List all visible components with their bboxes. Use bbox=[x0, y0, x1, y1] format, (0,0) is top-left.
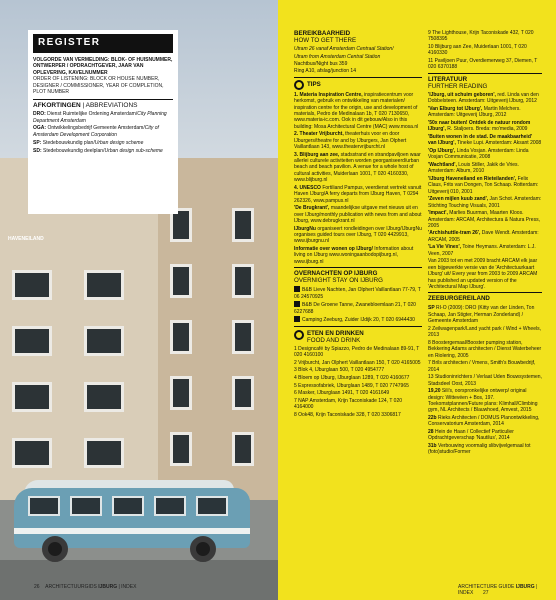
eat-item: 4 Bloem op IJburg, IJburglaan 1289, T 020 4160677 bbox=[294, 375, 410, 382]
divider bbox=[428, 292, 542, 293]
reach-subtitle: HOW TO GET THERE bbox=[294, 37, 357, 45]
eat-item: 9 The Lighthouse, Krijn Taconiskade 432, T 020 7508395 bbox=[428, 30, 534, 43]
zeeburg-item: 28 Hein de Haan / Collectief Particulier Opdrachtgeverschap 'Nautilus', 2014 bbox=[428, 428, 514, 442]
window bbox=[232, 320, 254, 354]
literature-item: 'Van Elburg tot IJburg', Martin Melchers. Amsterdam: Uitgeverij IJburg, 2012 bbox=[428, 105, 521, 119]
column-1 bbox=[294, 30, 422, 419]
stay-subtitle: OVERNIGHT STAY ON IJBURG bbox=[294, 277, 383, 285]
van-wheel bbox=[42, 536, 68, 562]
reach-line: Ring A10, afslag/junction 14 bbox=[294, 68, 356, 75]
eat-item: 3 Blok 4, IJburglaan 500, T 020 4954777 bbox=[294, 367, 385, 374]
zeeburg-item: 2 Zeilwagenpark/Land yacht park / Wind + Wheels, 2013 bbox=[428, 325, 541, 339]
window bbox=[12, 326, 52, 356]
zeeburg-title: ZEEBURGEREILAND bbox=[428, 295, 490, 303]
literature-item: 'Zeven mijlen kuub zand', Jan Schot. Amsterdam: Stichting Touching Visuals, 2001 bbox=[428, 196, 542, 209]
bed-icon bbox=[294, 301, 300, 307]
zeeburg-item: 22b Rieks Architecten / DOMUS Planontwikkeling, Conservatorium Amsterdam, 2014 bbox=[428, 414, 540, 428]
stay-item: Camping Zeeburg, Zuider IJdijk 20, T 020 6944430 bbox=[294, 316, 422, 323]
eat-item: 1 Designcafé by Spiazzo, Pedro de Medinalaan 89-91, T 020 4160100 bbox=[294, 345, 420, 359]
abbreviation-item: SP: Stedebouwkundig plan/Urban design scheme bbox=[33, 139, 144, 146]
register-box bbox=[28, 30, 178, 214]
van-wheel bbox=[190, 536, 216, 562]
literature-item: 'Op IJburg', Linda Vosjan. Amsterdam: Linda Vosjan Communicatie, 2008 bbox=[428, 147, 529, 161]
van-window bbox=[70, 496, 102, 516]
literature-subtitle: FURTHER READING bbox=[428, 82, 488, 90]
divider bbox=[294, 326, 422, 327]
zeeburg-item: 13 Studioninrichters / Verlaat Uden Bouwsystemen, Stadsdeel Oost, 2013 bbox=[428, 374, 542, 387]
eat-item: 8 Ook48, Krijn Taconiskade 328, T 020 3306817 bbox=[294, 411, 401, 418]
road bbox=[0, 560, 278, 600]
eat-item: 6 Masker, IJburglaan 1491, T 020 4161649 bbox=[294, 390, 390, 397]
footer-sep: | INDEX bbox=[117, 584, 137, 590]
column-2 bbox=[428, 30, 542, 457]
order-heading: VOLGORDE VAN VERMELDING: BLOK- OF HUISNUMMER, ONTWERPER / OPDRACHTGEVER, JAAR VAN OPLEVERING, KAVELNUMMER bbox=[33, 56, 173, 76]
literature-item: 'Archishuttle-tram 26', Dave Wendt. Amsterdam: ARCAM, 2005 bbox=[428, 230, 539, 243]
eat-heading: ETEN EN DRINKEN FOOD AND DRINK bbox=[294, 330, 422, 344]
window bbox=[84, 382, 124, 412]
abbreviations-title: AFKORTINGEN | ABBREVIATIONS bbox=[33, 101, 138, 109]
tips-icon bbox=[294, 80, 304, 90]
tip-item: IJburgNu organiseert rondleidingen over IJburg/IJburgNu organises guided tours over IJburg, T 020 4429913, www.ijburgnu.nl bbox=[294, 225, 422, 245]
zeeburg-item: 7 Brils architecten / Vmens, Smith's Bouwbedrijf, 2014 bbox=[428, 360, 536, 373]
eat-item: 5 Espressofabriek, IJburglaan 1489, T 020 7747965 bbox=[294, 382, 409, 389]
footer-text: ARCHITECTURE GUIDE bbox=[458, 584, 516, 590]
photo-label: HAVENEILAND bbox=[8, 236, 44, 242]
zeeburg-item: 8 Boostergemaal/Booster pumping station, Bekkering Adams architecten / Dienst Waterbeheer en Riolering, 2005 bbox=[428, 339, 542, 359]
register-title: REGISTER bbox=[33, 34, 173, 53]
divider bbox=[294, 77, 422, 78]
tip-item: 2. Theater Vrijburcht, theaterhuis voor en door IJburgers/theatre for and by IJburgers, Jan Olphert Vaillantlaan 143, www.theatervrijburcht.nl bbox=[294, 131, 407, 151]
tips-heading: TIPS bbox=[294, 80, 422, 90]
window bbox=[232, 376, 254, 410]
literature-item: 'Impact', Marlies Buurman, Maarten Kloos. Amsterdam: ARCAM, Architectura & Natura Press, 2005 bbox=[428, 210, 540, 229]
window bbox=[84, 326, 124, 356]
tip-item: 3. Blijburg aan zee, stadsstrand en strandpaviljoen waar allerlei culturele activiteiten worden georganiseerd/urban beach and beach pavilion. A venue for a whole host of cultural activities, Muiderlaan 1001, T 020 4160330, www.blijburg.nl bbox=[294, 151, 421, 184]
page-number: 26 bbox=[34, 584, 40, 590]
tip-item: 'De Brugkrant', maandelijkse uitgave met nieuws uit en over IJburg/monthly publication with news from and about IJburg, www.debrugkrant.nl bbox=[294, 205, 422, 224]
stay-item: B&B Lieve Nachten, Jan Olphert Vaillantlaan 77-79, T 06 24570925 bbox=[294, 287, 421, 300]
window bbox=[84, 438, 124, 468]
zeeburg-item: SP RI-O (2009): DRO (Kitty van der Linden, Ton Schaap, Jan Stigter, Herman Zonderland) / Gemeente Amsterdam bbox=[428, 305, 535, 325]
cutlery-icon bbox=[294, 330, 304, 340]
zeeburg-item: 19,20 Sili's, oorspronkelijke ontwerp/ original design: Wittevéen + Bos, 197. Toekomstplannen/Future plans: Klimhall/Climbing gym, NL Architects / Blauwhoed, Amvest, 2015 bbox=[428, 388, 538, 414]
window bbox=[12, 382, 52, 412]
tip-item: 1. Materia Inspiration Centre, inspiratiecentrum voor herkomst, gebruik en ontwikkeling van materialen/ inspiration centre for the origin, use and development of materials, Pedro de Medinalaan 1b, T 020 7130650, www.materia-ic.com. Ook in dit gebouw/Also in this building: Mosa Architectural Centre (MAC) www.mosa.nl bbox=[294, 91, 419, 130]
stay-item: B&B De Groene Tanne, Zwanebloemlaan 21, T 020 6227688 bbox=[294, 302, 416, 315]
divider bbox=[294, 267, 422, 268]
van-stripe bbox=[14, 528, 250, 534]
reach-line: Utram from Amsterdam Central Station bbox=[294, 53, 381, 60]
literature-item: '50x naar buiten! Ontdek de natuur rondom IJburg', R. Staljoers. Breda: mo'media, 2009 bbox=[428, 119, 531, 133]
page-number: 27 bbox=[483, 590, 489, 597]
reach-title: BEREIKBAARHEID bbox=[294, 30, 351, 37]
abbreviation-item: DRO: Dienst Ruimtelijke Ordening Amsterdam/City Planning Department Amsterdam bbox=[33, 111, 167, 124]
van-photo bbox=[14, 478, 250, 564]
van-window bbox=[28, 496, 60, 516]
window bbox=[170, 376, 192, 410]
right-page bbox=[278, 0, 556, 600]
tip-item: Informatie over wonen op IJburg/ Information about living on IJburg www.woningaanbodopijburg.nl, www.ijburg.nl bbox=[294, 245, 414, 265]
window bbox=[170, 432, 192, 466]
van-window bbox=[196, 496, 228, 516]
reach-line: Nachtbus/Night bus 359 bbox=[294, 61, 348, 68]
literature-title: LITERATUUR bbox=[428, 75, 468, 83]
eat-item: 10 Blijburg aan Zee, Muiderlaan 1001, T 020 4160330 bbox=[428, 43, 527, 57]
literature-item: 'Buiten wonen in de stad. De maakbaarheid' van IJburg', Tineke Lupi. Amsterdam: Aksant 2008 bbox=[428, 133, 542, 147]
window bbox=[170, 264, 192, 298]
stay-title: OVERNACHTEN OP IJBURG bbox=[294, 270, 378, 278]
window bbox=[232, 432, 254, 466]
literature-item: 'IJburg Haveneiland en Rieteilanden', Felix Claus, Frits van Dongen, Ton Schaap. Rotterdam: Uitgeverij 010, 2001 bbox=[428, 175, 539, 195]
reach-line: Utram 26 vanaf Amsterdam Centraal Station/ bbox=[294, 46, 394, 53]
literature-item: 'Wachtland', Louis Stiller, Jakik de Vries. Amsterdam: Album, 2010 bbox=[428, 161, 519, 175]
divider bbox=[428, 73, 542, 74]
divider bbox=[33, 99, 173, 100]
abbreviation-item: SD: Stedebouwkundig deelplan/Urban design sub-scheme bbox=[33, 147, 163, 154]
order-subheading: ORDER OF LISTENING: BLOCK OR HOUSE NUMBER, DESIGNER / COMMISSIONER, YEAR OF COMPLETION, PLOT NUMBER bbox=[33, 76, 164, 96]
window bbox=[232, 264, 254, 298]
window bbox=[84, 270, 124, 300]
eat-item: 7 NAP Amsterdam, Krijn Taconiskade 124, T 020 4164000 bbox=[294, 397, 403, 411]
footer-left bbox=[34, 584, 136, 590]
tip-item: 4. UNESCO Fortiliand Pampus, veerdienst vertrekt vanuit Haven IJburg/A ferry departs from IJburg Haven, T 0294 262326, www.pampus.nl bbox=[294, 184, 422, 204]
footer-text: ARCHITECTUURGIDS bbox=[45, 584, 99, 590]
eat-item: 2 Vrijburcht, Jan Olphert Vaillantlaan 150, T 020 4165005 bbox=[294, 359, 421, 366]
footer-bold: IJBURG bbox=[515, 584, 535, 590]
tent-icon bbox=[294, 316, 300, 322]
bed-icon bbox=[294, 286, 300, 292]
footer-right bbox=[458, 584, 556, 597]
window bbox=[12, 438, 52, 468]
window bbox=[232, 208, 254, 242]
abbreviation-item: OGA: Ontwikkelingsbedrijf Gemeente Amsterdam/City of Amsterdam Development Corporation bbox=[33, 125, 159, 138]
zeeburg-item: 31b Verbouwing voormalig slibvijvelgemaal tot (foto)studio/Former bbox=[428, 442, 531, 456]
footer-bold: IJBURG bbox=[98, 584, 118, 590]
window bbox=[12, 270, 52, 300]
window bbox=[170, 320, 192, 354]
eat-item: 11 Paviljoen Puur, Overdiemerweg 37, Diemen, T 020 6370188 bbox=[428, 57, 538, 71]
van-window bbox=[154, 496, 186, 516]
literature-item: 'La Vie Vinex', Toine Heymans. Amsterdam: L.J. Veen, 2007 bbox=[428, 244, 536, 257]
literature-item: Van 2003 tot en met 2009 bracht ARCAM elk jaar een bijgewerkte versie van de 'Architectuurkaart IJburg' uit/ Every year from 2003 to 2009 ARCAM has published an updated version of the 'Architectural Map IJburg'. bbox=[428, 258, 538, 290]
van-window bbox=[112, 496, 144, 516]
footer-sep: | INDEX bbox=[458, 584, 538, 597]
literature-item: 'IJburg, uit schuim geboren', red. Linda van den Dobbelsteen. Amsterdam: Uitgeverij IJburg, 2012 bbox=[428, 91, 539, 105]
